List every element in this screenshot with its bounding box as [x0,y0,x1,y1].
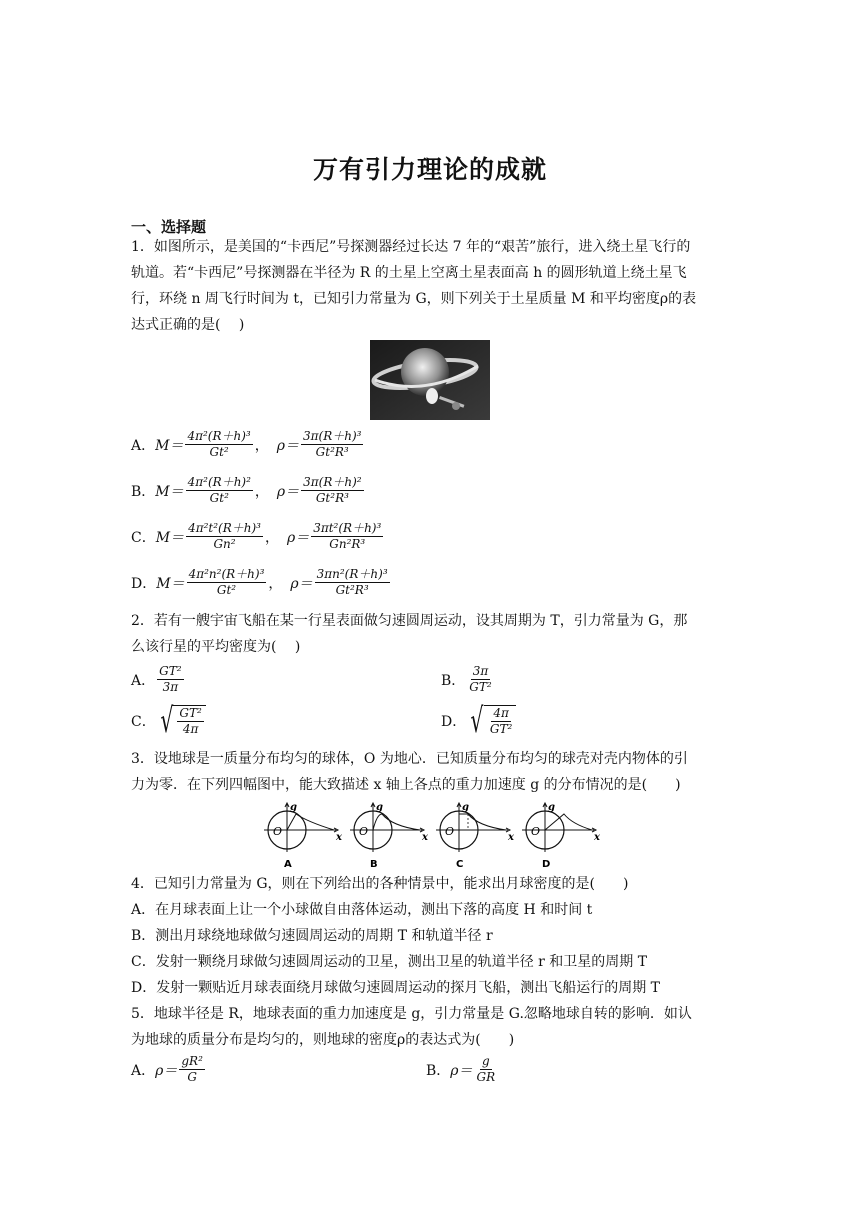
density-symbol: ρ＝ [286,529,310,546]
option-fraction [177,706,203,737]
question-2-stem [131,608,731,660]
mass-fraction [185,429,252,460]
option-label: A． [131,672,156,689]
section-heading: 一、选择题 [131,218,207,236]
question-2-line: 么该行星的平均密度为( ) [131,639,301,655]
numerator: 4π²n²(R＋h)³ [188,567,265,581]
mass-symbol: M＝ [156,575,185,592]
option-fraction [157,664,183,695]
question-1-line: 达式正确的是( ) [131,317,245,333]
density-symbol: ρ＝ [450,1062,473,1079]
question-1-line: 1．如图所示，是美国的“卡西尼”号探测器经过长达 7 年的“艰苦”旅行，进入绕土星飞行的 [131,239,691,255]
mass-fraction [187,567,267,598]
numerator: GT² [179,706,202,720]
question-1-option-b[interactable] [131,475,366,506]
mass-symbol: M＝ [155,529,185,546]
denominator: Gt² [209,445,229,459]
denominator: GT² [489,722,513,736]
numerator: 4π²(R＋h)² [187,475,251,489]
option-fraction [475,1054,498,1085]
radical-sign: √ [470,701,484,741]
numerator: g [482,1054,490,1068]
question-1-option-c[interactable] [131,521,385,552]
option-label: D． [131,575,157,592]
density-fraction [301,475,363,506]
question-1-stem [131,234,731,338]
question-3-stem [131,746,731,798]
g-axis-label: g [462,802,469,813]
question-1-line: 轨道。若“卡西尼”号探测器在半径为 R 的土星上空离土星表面高 h 的圆形轨道上绕土星飞 [131,265,687,281]
question-4-option-a[interactable]: A．在月球表面上让一个小球做自由落体运动，测出下落的高度 H 和时间 t [131,902,593,918]
origin-label: O [359,825,369,838]
question-3-line: 力为零．在下列四幅图中，能大致描述 x 轴上各点的重力加速度 g 的分布情况的是( ) [131,777,681,793]
graph-label: A [284,859,292,870]
numerator: GT² [159,664,182,678]
question-4-option-c[interactable]: C．发射一颗绕月球做匀速圆周运动的卫星，测出卫星的轨道半径 r 和卫星的周期 T [131,954,648,970]
mass-symbol: M＝ [155,483,184,500]
graph-option-c[interactable] [432,800,514,874]
question-2-line: 2．若有一艘宇宙飞船在某一行星表面做匀速圆周运动，设其周期为 T，引力常量为 G，那 [131,613,688,629]
option-fraction [179,1054,205,1085]
density-fraction [301,429,363,460]
numerator: 4π²(R＋h)³ [187,429,251,443]
denominator: Gt² [216,583,237,597]
graph-label: B [370,859,378,870]
question-1-option-a[interactable] [131,429,365,460]
denominator: Gt²R³ [315,491,349,505]
denominator: GT² [469,680,492,694]
denominator: G [187,1070,197,1084]
denominator: GR [476,1070,496,1084]
mass-symbol: M＝ [155,437,184,454]
numerator: gR² [181,1054,203,1068]
numerator: 3π(R＋h)² [303,475,362,489]
question-5-stem: 5．地球半径是 R，地球表面的重力加速度是 g，引力常量是 G.忽略地球自转的影响．如认 [131,1006,692,1022]
option-label: A． [131,437,156,454]
question-2-option-c[interactable] [131,701,206,741]
question-4-block [131,871,731,1053]
question-4-stem: 4．已知引力常量为 G，则在下列给出的各种情景中，能求出月球密度的是( ) [131,876,629,892]
denominator: Gt²R³ [315,445,349,459]
x-axis-label: x [336,832,342,843]
separator: ， [254,483,269,500]
denominator: 4π [182,722,199,736]
origin-label: O [273,825,283,838]
sqrt-expression [466,701,516,741]
option-label: B． [426,1062,451,1079]
density-symbol: ρ＝ [276,437,299,454]
mass-fraction [186,475,253,506]
density-symbol: ρ＝ [290,575,313,592]
graph-label: D [542,859,551,870]
question-1-line: 行，环绕 n 周飞行时间为 t，已知引力常量为 G，则下列关于土星质量 M 和平均密度ρ的表 [131,291,697,307]
numerator: 3π [472,664,489,678]
density-fraction [315,567,390,598]
radical-sign: √ [160,701,174,741]
x-axis-label: x [422,832,428,843]
question-2-option-a[interactable] [131,664,186,695]
numerator: 4π²t²(R＋h)³ [188,521,261,535]
density-symbol: ρ＝ [155,1062,178,1079]
graph-option-d[interactable] [518,800,600,874]
saturn-cassini-image [370,340,490,420]
question-5-option-a[interactable] [131,1054,207,1085]
option-label: B． [131,483,156,500]
x-axis-label: x [508,832,514,843]
option-fraction [488,706,514,737]
separator: ， [254,437,269,454]
density-fraction [311,521,383,552]
graph-option-b[interactable] [346,800,428,874]
denominator: Gt²R³ [335,583,369,597]
numerator: 3π(R＋h)³ [302,429,362,443]
separator: ， [264,529,279,546]
question-3-line: 3．设地球是一质量分布均匀的球体，O 为地心．已知质量分布均匀的球壳对壳内物体的引 [131,751,688,767]
question-4-option-b[interactable]: B．测出月球绕地球做匀速圆周运动的周期 T 和轨道半径 r [131,928,493,944]
question-2-option-d[interactable] [441,701,516,741]
origin-label: O [531,825,541,838]
g-axis-label: g [290,802,297,813]
question-4-option-d[interactable]: D．发射一颗贴近月球表面绕月球做匀速圆周运动的探月飞船，测出飞船运行的周期 T [131,980,661,996]
denominator: 3π [162,680,179,694]
origin-label: O [445,825,455,838]
question-5-stem: 为地球的质量分布是均匀的，则地球的密度ρ的表达式为( ) [131,1032,515,1048]
sqrt-expression [156,701,206,741]
option-label: B． [441,672,466,689]
g-axis-label: g [548,802,555,813]
mass-fraction [186,521,263,552]
numerator: 3πt²(R＋h)³ [313,521,382,535]
option-label: A． [131,1062,156,1079]
denominator: Gn²R³ [329,537,366,551]
graph-label: C [456,859,464,870]
question-1-option-d[interactable] [131,567,392,598]
density-symbol: ρ＝ [276,483,300,500]
graph-option-a[interactable] [260,800,342,874]
numerator: 4π [493,706,509,720]
option-fraction [467,664,493,695]
question-5-option-b[interactable] [426,1054,499,1085]
g-axis-label: g [376,802,383,813]
denominator: Gt² [209,491,229,505]
option-label: C． [131,714,156,730]
question-2-option-b[interactable] [441,664,496,695]
option-label: D． [441,714,467,730]
page-title: 万有引力理论的成就 [312,155,547,184]
denominator: Gn² [213,537,236,551]
separator: ， [268,575,283,592]
option-label: C． [131,529,156,546]
x-axis-label: x [594,832,600,843]
numerator: 3πn²(R＋h)³ [316,567,388,581]
